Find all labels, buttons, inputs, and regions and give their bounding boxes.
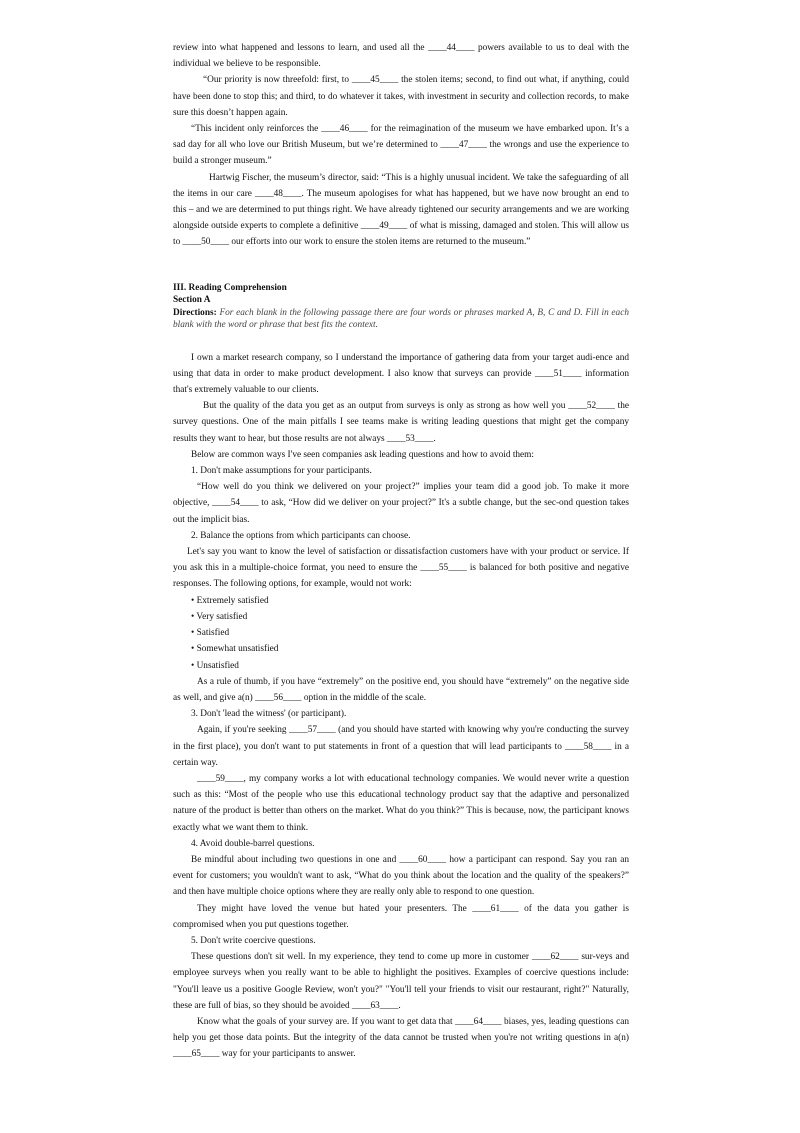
list-item: • Somewhat unsatisfied [191, 644, 279, 655]
list-item: • Satisfied [191, 628, 230, 639]
passage-paragraph: Again, if you're seeking ____57____ (and you should have started with knowing why you're conducting the survey in the first place), you don't want to put statements in front of a question that will lead participants to ____58____ in a certain way. [173, 725, 629, 768]
directions [173, 307, 629, 332]
passage-paragraph: They might have loved the venue but hated your presenters. The ____61____ of the data you gather is compromised when you put questions together. [173, 903, 629, 930]
passage-paragraph: I own a market research company, so I understand the importance of gathering data from your target audi-ence and using that data in order to make product development. I also know that surveys can provide ____51____ information that's extremely valuable to our clients. [173, 352, 629, 396]
passage-paragraph: Know what the goals of your survey are. If you want to get data that ____64____ biases, yes, leading questions can help you get those data points. But the integrity of the data cannot be trusted when you're not writing questions in a(n) ____65____ way for your participants to answer. [173, 1016, 629, 1060]
spacer [173, 332, 629, 350]
passage-paragraph: But the quality of the data you get as an output from surveys is only as strong as how well you ____52____ the survey questions. One of the main pitfalls I see teams make is writing leading questions that might get the company results they want to hear, but those results are not always ____53____. [173, 401, 629, 444]
cloze-paragraph: “This incident only reinforces the ____46____ for the reimagination of the museum we have embarked upon. It’s a sad day for all who love our British Museum, but we’re determined to ____47____ the wrongs and use the experience to build a stronger museum.” [173, 124, 629, 167]
passage-subheading: 2. Balance the options from which participants can choose. [191, 530, 411, 541]
cloze-paragraph: review into what happened and lessons to learn, and used all the ____44____ powers available to us to deal with the individual we believe to be responsible. [173, 43, 629, 70]
directions-label: Directions: [173, 307, 217, 318]
spacer [173, 251, 629, 282]
section-subheading: Section A [173, 295, 211, 306]
document-page [173, 40, 629, 1063]
passage-subheading: 3. Don't 'lead the witness' (or participant). [191, 709, 347, 720]
passage-subheading: 1. Don't make assumptions for your participants. [191, 466, 372, 477]
passage-paragraph: “How well do you think we delivered on your project?” implies your team did a good job. To make it more objective, ____54____ to ask, “How did we deliver on your project?” It's a subtle change, but the sec-ond question takes out the implicit bias. [173, 482, 629, 525]
passage-subheading: 4. Avoid double-barrel questions. [191, 838, 315, 849]
directions-text: For each blank in the following passage there are four words or phrases marked A, B, C and D. Fill in each blank with the word or phrase that best fits the context. [173, 307, 629, 331]
passage-paragraph: Be mindful about including two questions in one and ____60____ how a participant can respond. Say you ran an event for customers; you wouldn't want to ask, “What do you think about the location and the quality of the speakers?” and then have multiple choice options where they are really only able to respond to one question. [173, 854, 629, 898]
passage-paragraph: These questions don't sit well. In my experience, they tend to come up more in customer ____62____ sur-veys and employee surveys when you really want to be able to highlight the positives. Examples of coercive questions include: "You'll leave us a positive Google Review, won't you?" "You'll tell your friends to visit our restaurant, right?" Naturally, these are full of bias, so they should be avoided ____63____. [173, 952, 629, 1011]
cloze-paragraph: “Our priority is now threefold: first, to ____45____ the stolen items; second, to find out what, if anything, could have been done to stop this; and third, to do whatever it takes, with investment in security and collection records, to make sure this doesn’t happen again. [173, 75, 629, 118]
passage-paragraph: Let's say you want to know the level of satisfaction or dissatisfaction customers have with your product or service. If you ask this in a multiple-choice format, you need to ensure the ____55____ is balanced for both positive and negative responses. The following options, for example, would not work: [173, 547, 629, 590]
passage-subheading: 5. Don't write coercive questions. [191, 935, 316, 946]
passage-paragraph: ____59____, my company works a lot with educational technology companies. We would never write a question such as this: “Most of the people who use this educational technology product say that the adaptive and personalized nature of the product is better than others on the market. What do you think?” This is because, now, the participant knows exactly what we want them to think. [173, 773, 629, 833]
cloze-paragraph: Hartwig Fischer, the museum’s director, said: “This is a highly unusual incident. We take the safeguarding of all the items in our care ____48____. The museum apologises for what has happened, but we have now brought an end to this – and we are determined to put things right. We have already tightened our security arrangements and we are working alongside outside experts to complete a definitive ____49____ of what is missing, damaged and stolen. This will allow us to ____50____ our efforts into our work to ensure the stolen items are returned to the museum.” [173, 172, 629, 248]
list-item: • Extremely satisfied [191, 595, 269, 606]
passage-paragraph: As a rule of thumb, if you have “extremely” on the positive end, you should have “extremely” on the negative side as well, and give a(n) ____56____ option in the middle of the scale. [173, 676, 629, 703]
list-item: • Unsatisfied [191, 660, 239, 671]
passage-paragraph: Below are common ways I've seen companies ask leading questions and how to avoid them: [191, 449, 534, 460]
section-heading: III. Reading Comprehension [173, 282, 287, 293]
list-item: • Very satisfied [191, 611, 248, 622]
